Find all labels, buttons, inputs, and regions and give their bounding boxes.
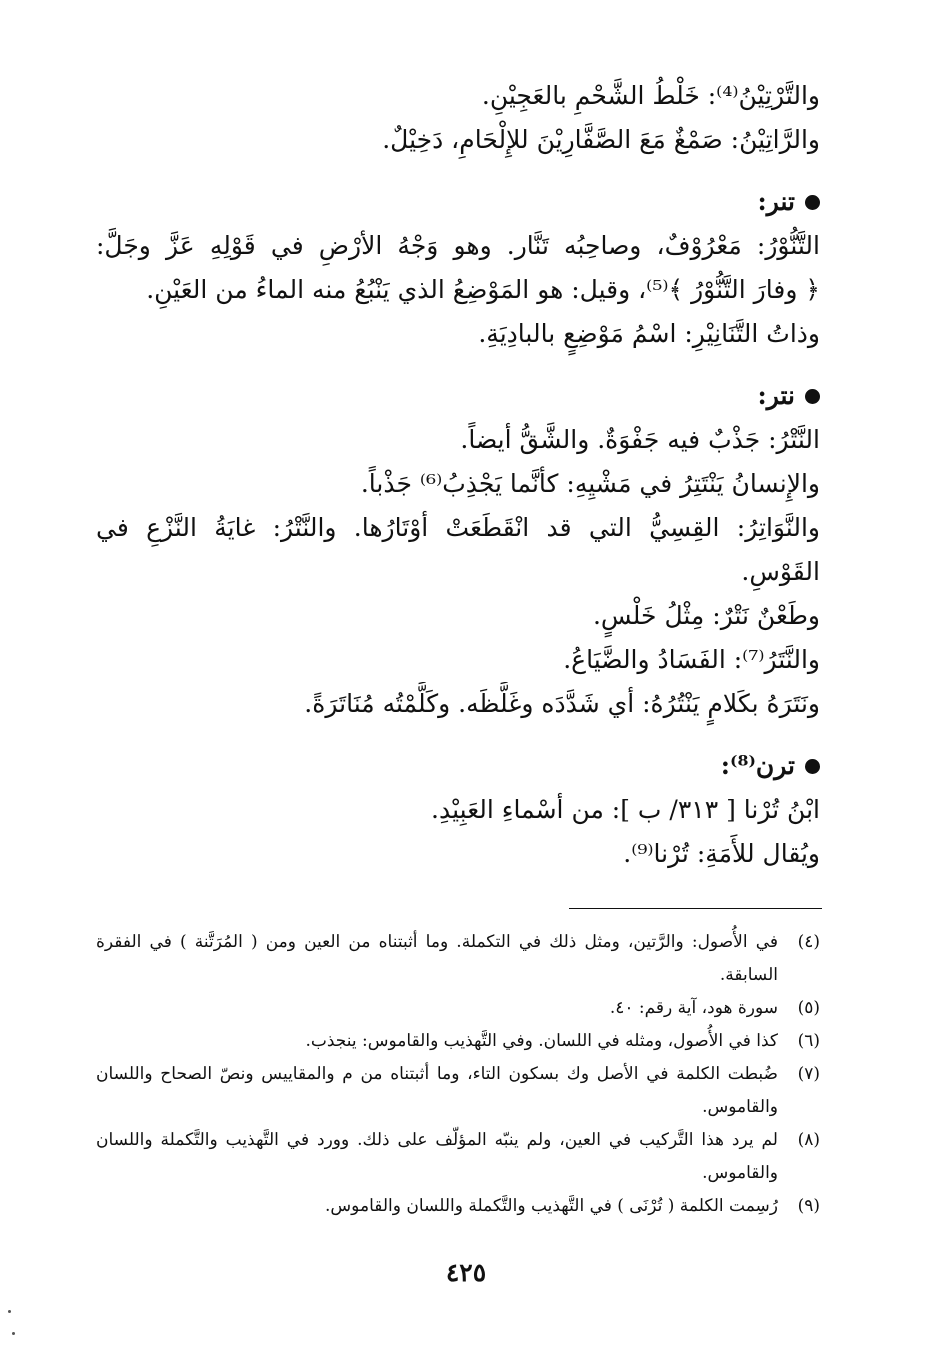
footnote-text: لم يرد هذا التَّركيب في العين، ولم ينبّه المؤلّف على ذلك. وورد في التَّهذيب والتَّكملة واللسان والقاموس. [96, 1130, 778, 1183]
footnote-divider [569, 908, 822, 909]
footnote-number: (٤) [797, 932, 820, 952]
footnote-number: (٧) [797, 1064, 820, 1084]
entry-heading-label: ترن⁽⁸⁾: [720, 751, 795, 780]
scan-speck [12, 1332, 15, 1335]
text-line: التَّنُّوْرُ: مَعْرُوْفٌ، وصاحِبُه تَنَّار. وهو وَجْهُ الأرْضِ في قَوْلِهِ عَزَّ وجَلَّ: [96, 231, 820, 260]
text-line: والرَّاتِيْنُ: صَمْغٌ مَعَ الصَّفَّارِيْنَ للإِلْحَامِ، دَخِيْلٌ. [382, 125, 820, 154]
entry-heading [96, 180, 820, 224]
entry-heading-label: تنر: [757, 187, 795, 216]
footnote-number: (٨) [797, 1130, 820, 1150]
scan-speck [8, 1310, 11, 1313]
footnotes [96, 926, 820, 1223]
footnote-text: سورة هود، آية رقم: ٤٠. [609, 998, 778, 1018]
footnote [96, 1058, 820, 1124]
entry-heading [96, 744, 820, 788]
footnote-number: (٦) [797, 1031, 820, 1051]
footnote [96, 926, 820, 992]
footnote [96, 1190, 820, 1223]
text-line: وطَعْنٌ نَتْرٌ: مِثْلُ خَلْسٍ. [592, 601, 820, 630]
footnote [96, 992, 820, 1025]
bullet-icon [805, 389, 820, 404]
text-line: والنَّتَرُ⁽⁷⁾: الفَسَادُ والضَّيَاعُ. [563, 645, 820, 674]
text-line: ﴿ وفارَ التَّنُّوْرُ ﴾⁽⁵⁾، وقيل: هو المَوْضِعُ الذي يَنْبُعُ منه الماءُ من العَيْنِ. [146, 275, 820, 304]
text-line: النَّتْرُ: جَذْبٌ فيه جَفْوَةٌ. والشَّقُّ أيضاً. [460, 425, 820, 454]
entry-heading-label: نتر: [757, 381, 795, 410]
text-line: ونَتَرَهُ بكَلامٍ يَنْتُرُهُ: أي شَدَّدَه وغَلَّظَه. وكَلَّمْتُه مُنَاتَرَةً. [304, 689, 820, 718]
footnote-text: كذا في الأُصول، ومثله في اللسان. وفي التَّهذيب والقاموس: ينجذب. [305, 1031, 778, 1051]
text-line: والنَّوَاتِرُ: القِسِيُّ التي قد انْقَطَعَتْ أوْتَارُها. والنَّتْرُ: غايَةُ النَّزْعِ في [96, 513, 820, 542]
footnote-text: رُسِمت الكلمة ( تُرْنَى ) في التَّهذيب والتَّكملة واللسان والقاموس. [325, 1196, 778, 1216]
footnote [96, 1124, 820, 1190]
text-line: والإِنسانُ يَنْتَتِرُ في مَشْيِهِ: كأنَّما يَجْذِبُ⁽⁶⁾ جَذْباً. [360, 469, 820, 498]
footnote-text: ضُبطت الكلمة في الأصل وك بسكون التاء، وما أثبتناه من م والمقاييس ونصّ الصحاح واللسان والقاموس. [96, 1064, 778, 1117]
text-line: القَوْسِ. [741, 557, 820, 586]
page-number: ٤٢٥ [445, 1258, 487, 1287]
footnote [96, 1025, 820, 1058]
main-text [96, 74, 820, 876]
bullet-icon [805, 195, 820, 210]
text-line: والتَّرْتِيْنُ⁽⁴⁾: خَلْطُ الشَّحْمِ بالعَجِيْنِ. [481, 81, 820, 110]
footnote-text: في الأُصول: والرَّتين، ومثل ذلك في التكملة. وما أثبتناه من العين ومن ( المُرَتَّنة ) في الفقرة السابقة. [96, 932, 778, 985]
entry-heading [96, 374, 820, 418]
text-line: وذاتُ التَّنَانِيْرِ: اسْمُ مَوْضِعٍ بالبادِيَةِ. [478, 319, 820, 348]
footnote-number: (٥) [797, 998, 820, 1018]
text-line: ويُقال للأَمَةِ: تُرْنا⁽⁹⁾. [623, 839, 820, 868]
text-line: ابْنُ تُرْنا [ ٣١٣/ ب ]: من أسْماءِ العَبِيْدِ. [431, 795, 820, 824]
bullet-icon [805, 759, 820, 774]
footnote-number: (٩) [797, 1196, 820, 1216]
